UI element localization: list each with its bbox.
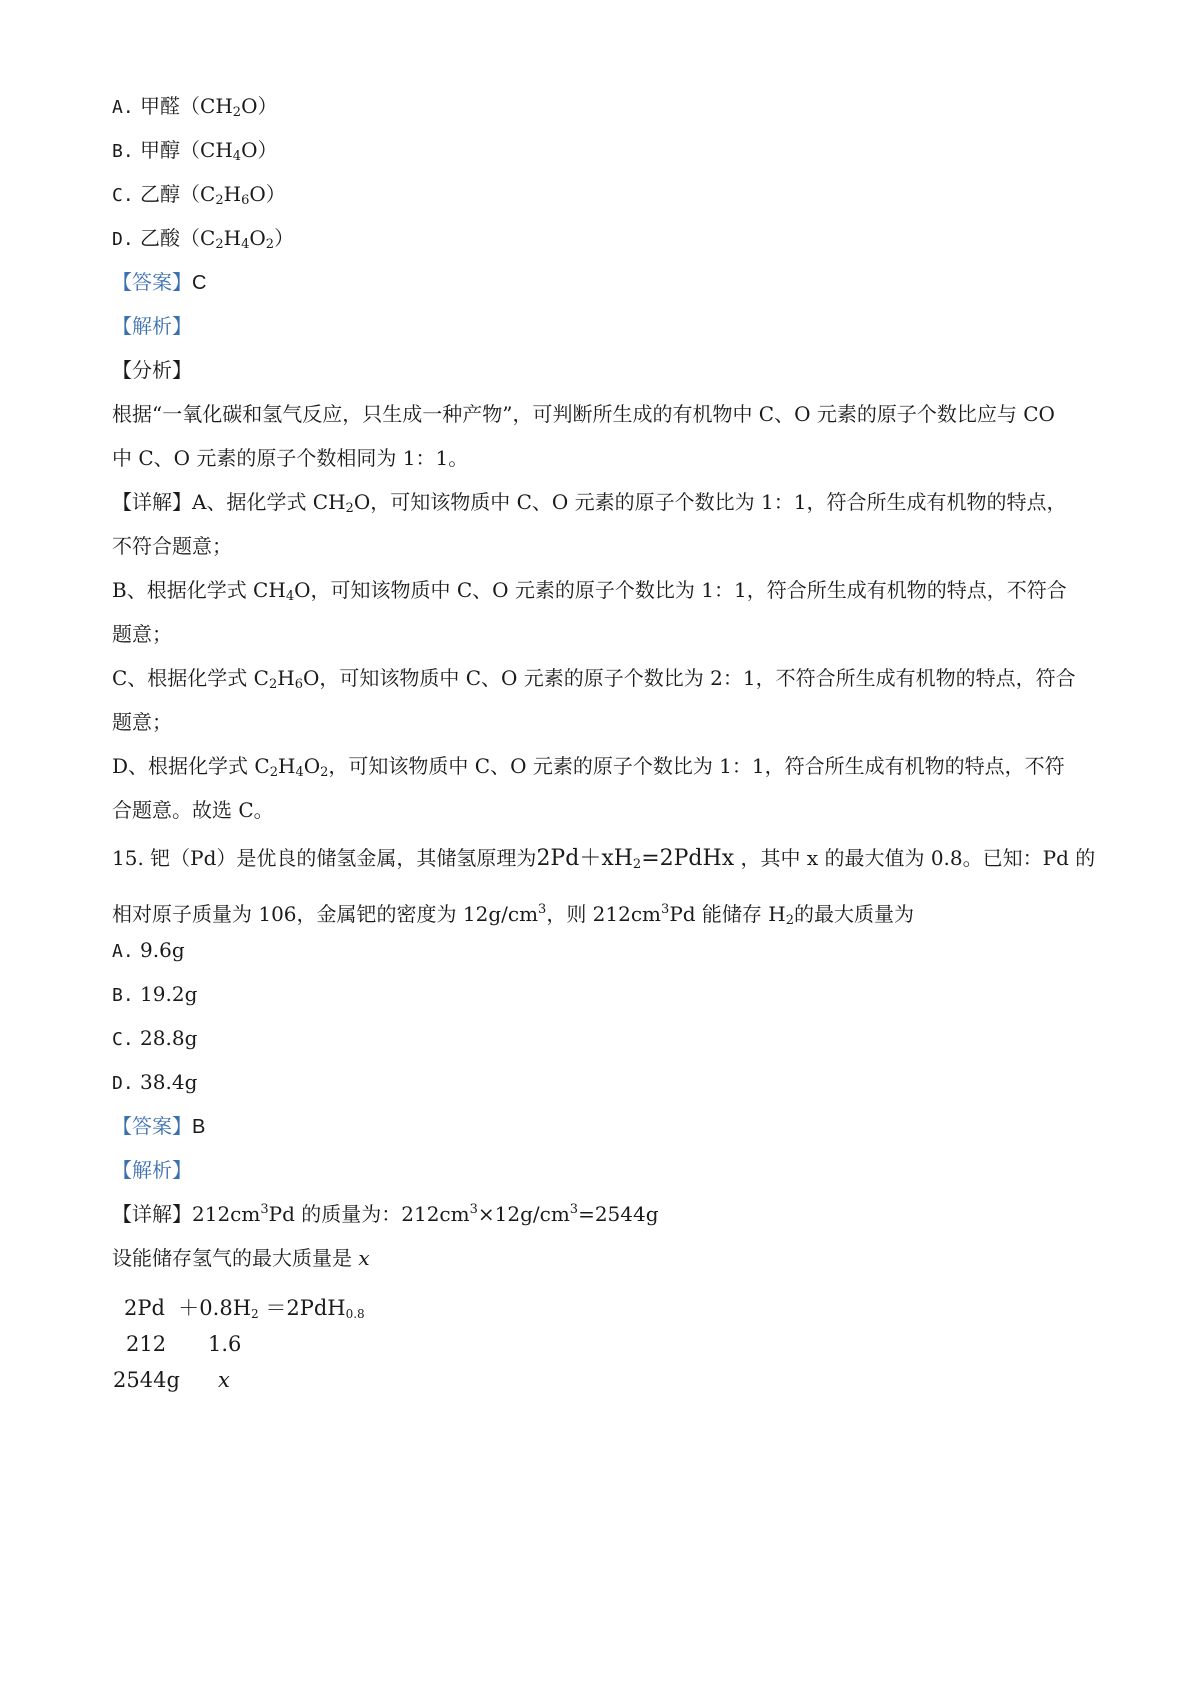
q15-analysis-tag: 【解析】 bbox=[112, 1158, 192, 1182]
q14-fenxi-line-2: 中 C、O 元素的原子个数相同为 1：1。 bbox=[112, 446, 469, 470]
q14-fenxi-tag: 【分析】 bbox=[112, 358, 192, 382]
q14-detail-d-cont: 合题意。故选 C。 bbox=[112, 798, 274, 822]
q15-stem-line-1: 15. 钯（Pd）是优良的储氢金属，其储氢原理为$2Pd+xH_2=2PdHx$ ，其中 x 的最大值为 0.8。已知：Pd 的 bbox=[112, 846, 1096, 872]
calc-row-2-left: 212 bbox=[126, 1332, 167, 1356]
calc-row-2-right: 1.6 bbox=[208, 1332, 242, 1356]
q15-option-d: D. 38.4g bbox=[112, 1070, 198, 1094]
q14-option-b: B. 甲醇$(CH_4O)$ bbox=[112, 138, 278, 164]
q15-option-b: B. 19.2g bbox=[112, 982, 198, 1006]
q14-detail-d: D、根据化学式 $C_2H_4O_2$，可知该物质中 C、O 元素的原子个数比为 1：1，符合所生成有机物的特点，不符 bbox=[112, 754, 1065, 780]
q14-analysis-tag: 【解析】 bbox=[112, 314, 192, 338]
calc-row-1: $2Pd +0.8H_2 =2PdH_{0.8}$ bbox=[124, 1296, 365, 1321]
q14-fenxi-line-1: 根据“一氧化碳和氢气反应，只生成一种产物”，可判断所生成的有机物中 C、O 元素的原子个数比应与 CO bbox=[112, 402, 1055, 426]
q15-detail-line: 【详解】$212cm^3Pd$ 的质量为：$212cm^3\times 12g/cm^3=2544g$ bbox=[112, 1202, 659, 1226]
q14-option-a: A. 甲醛$(CH_2O)$ bbox=[112, 94, 278, 120]
q14-option-c: C. 乙醇$(C_2H_6O)$ bbox=[112, 182, 286, 208]
q15-option-c: C. 28.8g bbox=[112, 1026, 198, 1050]
q15-stem-line-2: 相对原子质量为 106，金属钯的密度为 $12g/cm^3$，则 $212cm^3Pd$ 能储存 $H_2$的最大质量为 bbox=[112, 902, 915, 928]
calc-row-3-right: x bbox=[218, 1368, 230, 1392]
q14-detail-b-cont: 题意； bbox=[112, 622, 172, 646]
q15-reaction-equation: $2Pd+xH_2=2PdHx$ bbox=[536, 846, 735, 872]
q14-detail-a: 【详解】A、据化学式 $CH_2O$，可知该物质中 C、O 元素的原子个数比为 1：1，符合所生成有机物的特点， bbox=[112, 490, 1067, 516]
q14-option-d: D. 乙酸$(C_2H_4O_2)$ bbox=[112, 226, 295, 252]
calc-row-3-left: 2544g bbox=[113, 1368, 180, 1392]
q15-answer: 【答案】B bbox=[112, 1114, 206, 1138]
q14-detail-b: B、根据化学式 $CH_4O$，可知该物质中 C、O 元素的原子个数比为 1：1，符合所生成有机物的特点，不符合 bbox=[112, 578, 1067, 604]
q14-detail-c: C、根据化学式 $C_2H_6O$，可知该物质中 C、O 元素的原子个数比为 2：1，不符合所生成有机物的特点，符合 bbox=[112, 666, 1076, 692]
q14-detail-c-cont: 题意； bbox=[112, 710, 172, 734]
q14-detail-a-cont: 不符合题意； bbox=[112, 534, 232, 558]
q14-answer: 【答案】C bbox=[112, 270, 207, 294]
q15-option-a: A. 9.6g bbox=[112, 938, 185, 962]
q15-set-x-line: 设能储存氢气的最大质量是 x bbox=[112, 1246, 370, 1270]
